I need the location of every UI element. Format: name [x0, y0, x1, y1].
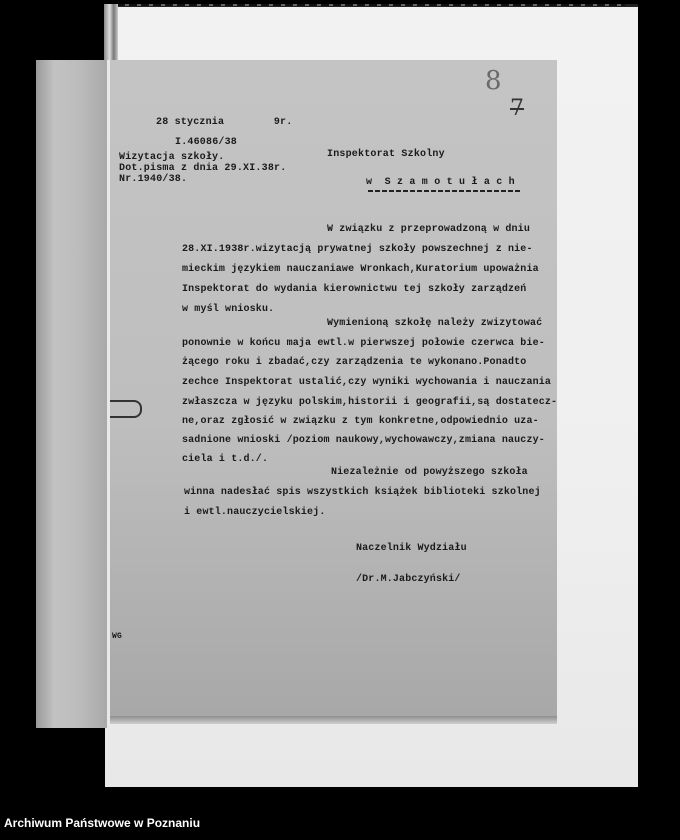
- subject-line-2: Dot.pisma z dnia 29.XI.38r.: [119, 163, 287, 174]
- paragraph-1-line-4: Inspektorat do wydania kierownictwu tej szkoły zarządzeń: [182, 284, 527, 295]
- margin-mark: WG: [112, 632, 123, 641]
- paragraph-3-line-3: i ewtl.nauczycielskiej.: [184, 507, 326, 518]
- archive-name-footer: Archiwum Państwowe w Poznaniu: [4, 816, 201, 830]
- paperclip-mark-icon: [110, 400, 142, 418]
- handwritten-page-number-8: 8: [485, 66, 502, 96]
- paragraph-1-line-5: w myśl wniosku.: [182, 304, 275, 315]
- letter-date: 28 stycznia 9r.: [156, 117, 293, 128]
- signature-name: /Dr.M.Jabczyński/: [356, 574, 461, 585]
- paragraph-2-line-3: żącego roku i zbadać,czy zarządzenia te wykonano.Ponadto: [182, 357, 527, 368]
- paragraph-3-line-1: Niezależnie od powyższego szkoła: [331, 467, 528, 478]
- left-folded-flap: [36, 60, 108, 728]
- paragraph-2-line-1: Wymienioną szkołę należy zwizytować: [327, 318, 543, 329]
- subject-line-3: Nr.1940/38.: [119, 174, 188, 185]
- addressee-underline: [368, 190, 520, 192]
- reference-number: I.46086/38: [175, 137, 238, 148]
- paragraph-1-line-2: 28.XI.1938r.wizytacją prywatnej szkoły powszechnej z nie-: [182, 244, 533, 255]
- paragraph-1-line-1: W związku z przeprowadzoną w dniu: [327, 224, 530, 235]
- binding-spine: [104, 4, 118, 62]
- paragraph-2-line-4: zechce Inspektorat ustalić,czy wyniki wychowania i nauczania: [182, 377, 552, 388]
- paragraph-3-line-2: winna nadesłać spis wszystkich książek biblioteki szkolnej: [184, 487, 541, 498]
- subject-line-1: Wizytacja szkoły.: [119, 152, 225, 163]
- handwritten-page-number-7: 7: [510, 96, 524, 121]
- paragraph-2-line-2: ponownie w końcu maja ewtl.w pierwszej połowie czerwca bie-: [182, 338, 545, 349]
- addressee-line-2: w S z a m o t u ł a c h: [366, 177, 515, 188]
- back-sheet-torn-edge: [105, 4, 625, 6]
- paragraph-1-line-3: mieckim językiem nauczaniawe Wronkach,Kuratorium upoważnia: [182, 264, 539, 275]
- letter-sheet-bottom-edge: [110, 716, 557, 724]
- addressee-line-1: Inspektorat Szkolny: [327, 149, 445, 160]
- paragraph-2-line-7: sadnione wnioski /poziom naukowy,wychowawczy,zmiana nauczy-: [182, 435, 545, 446]
- paragraph-2-line-8: ciela i t.d./.: [182, 454, 269, 465]
- paragraph-2-line-5: zwłaszcza w języku polskim,historii i geografii,są dostatecz-: [182, 397, 558, 408]
- paragraph-2-line-6: ne,oraz zgłosić w związku z tym konkretne,odpowiednio uza-: [182, 416, 539, 427]
- signature-title: Naczelnik Wydziału: [356, 543, 467, 554]
